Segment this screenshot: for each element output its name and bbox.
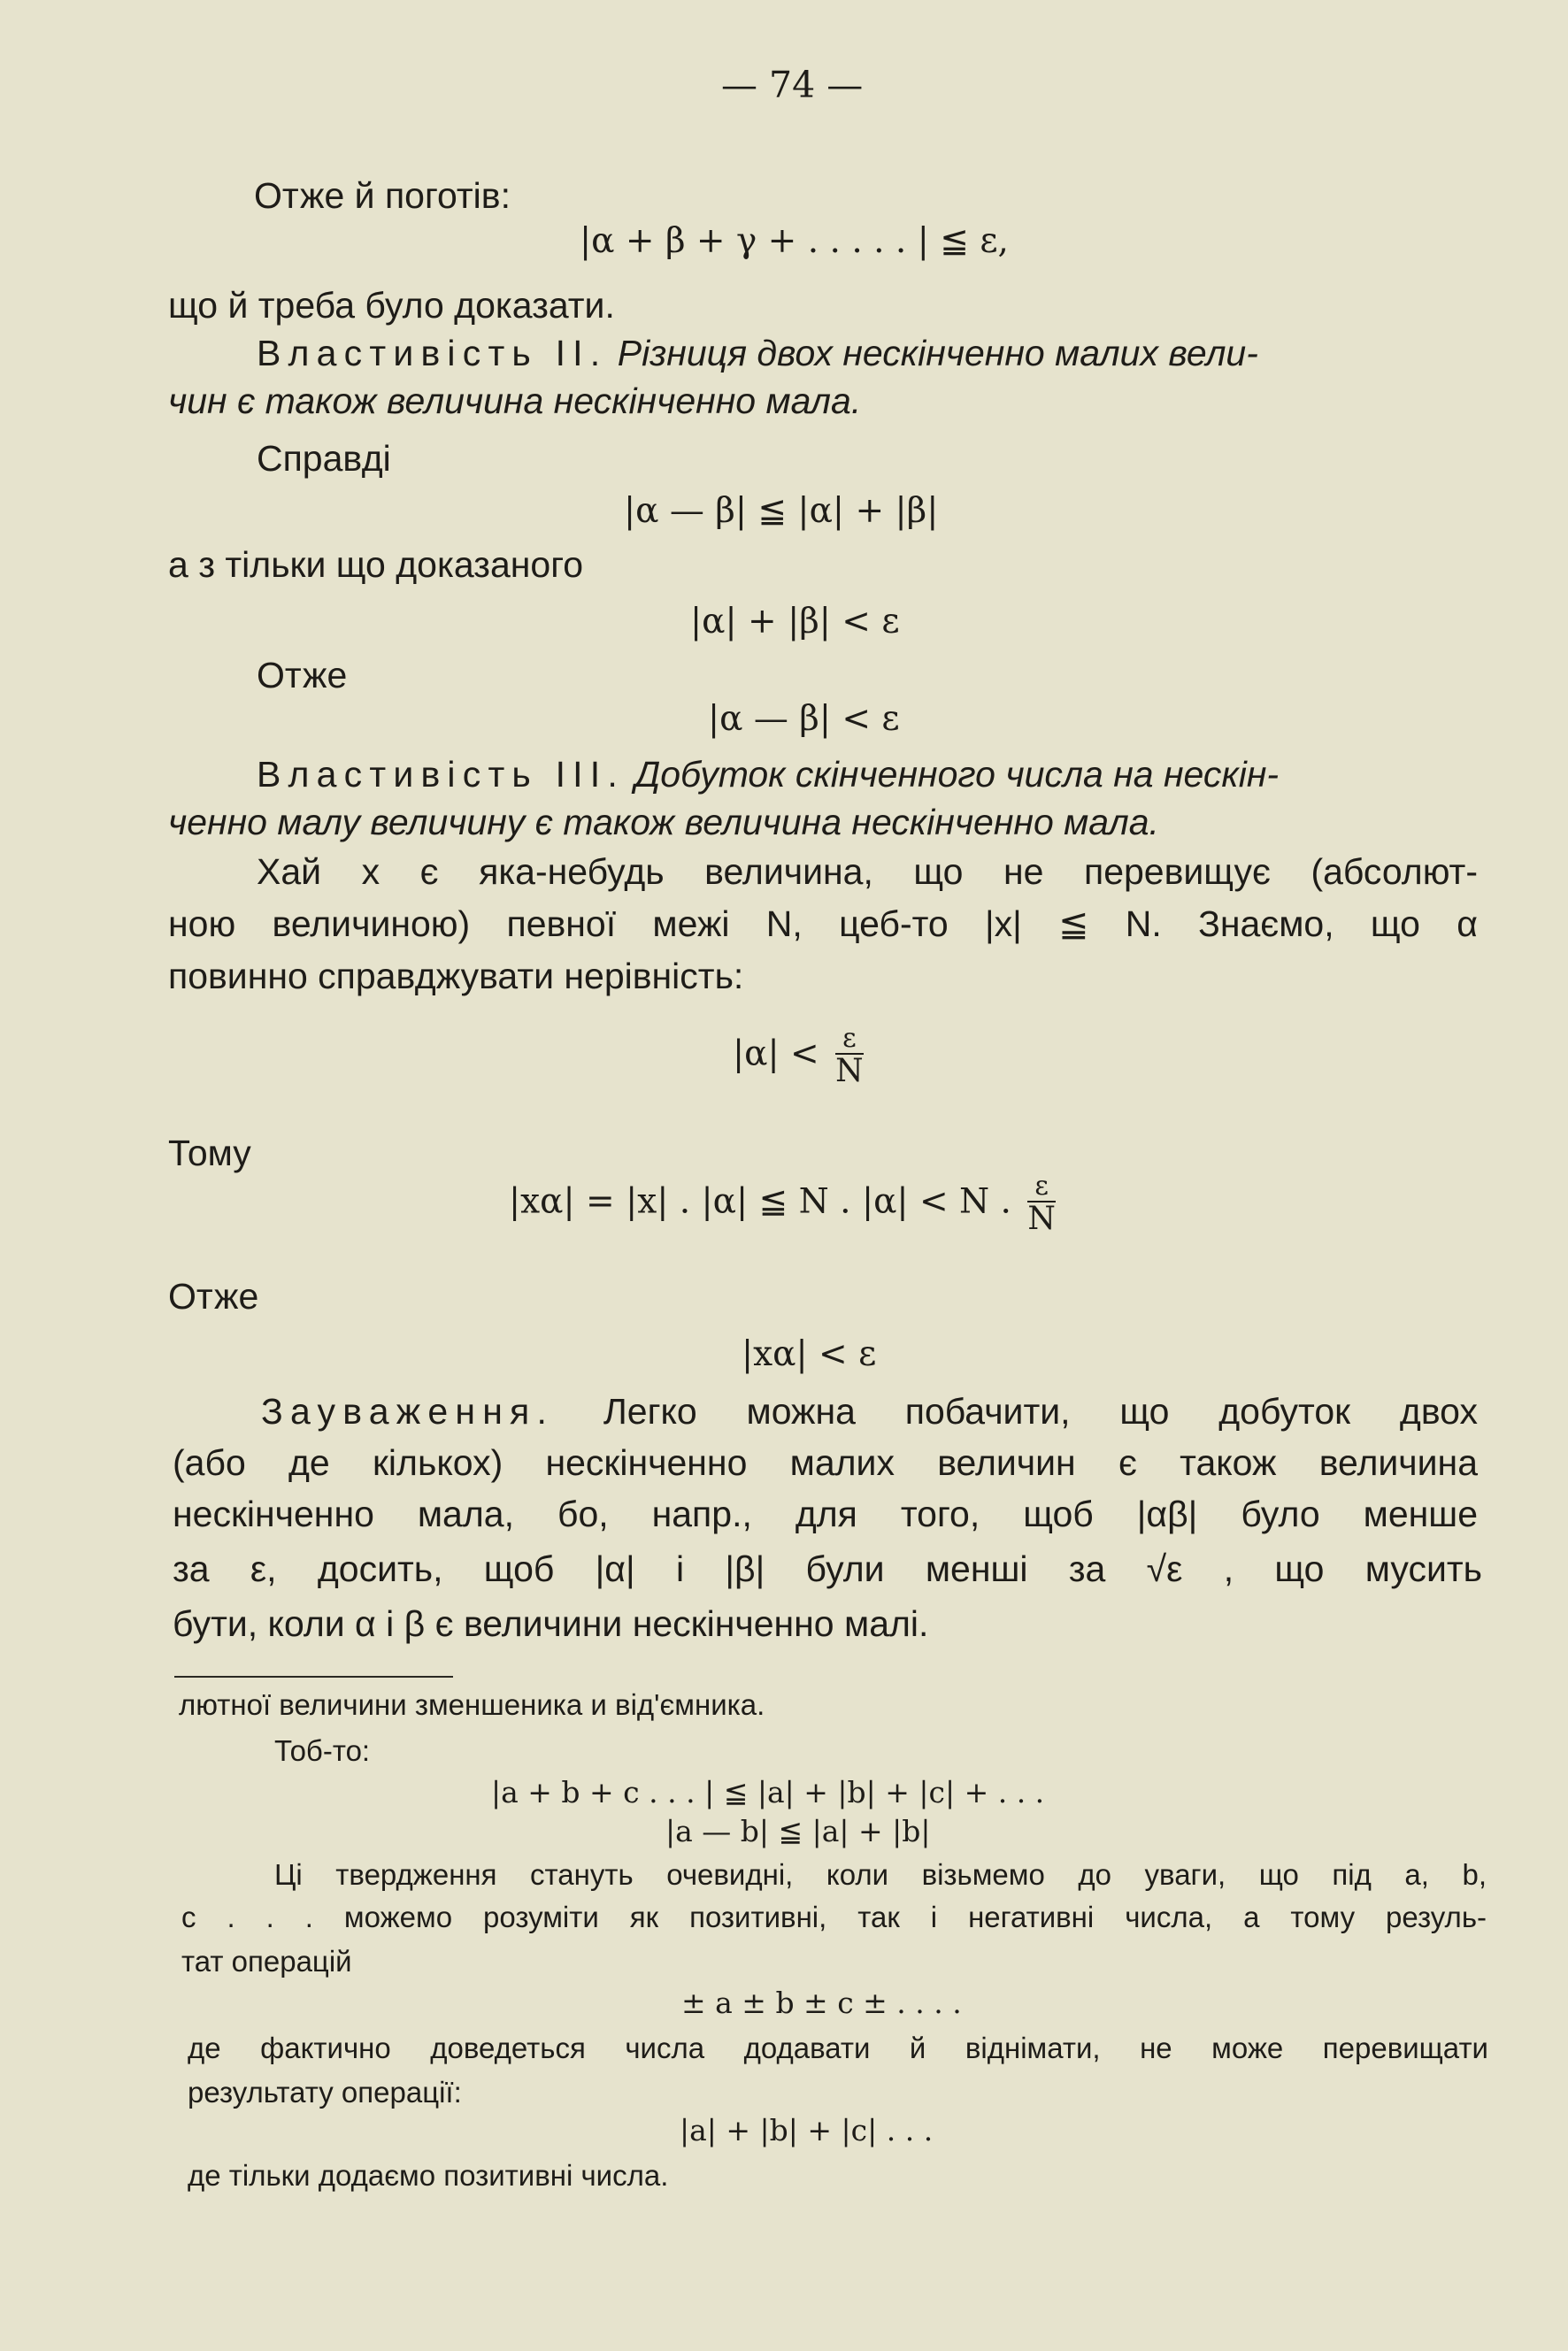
property-label: Властивість III. bbox=[257, 754, 625, 795]
formula: |α + β + γ + . . . . . | ≦ ε, bbox=[580, 221, 1009, 261]
footnote-formula: ± a ± b ± c ± . . . . bbox=[681, 1986, 962, 2020]
footnote-line: Тоб-то: bbox=[274, 1734, 371, 1767]
remark-line-1 bbox=[261, 1391, 1478, 1433]
page-number: — 74 — bbox=[721, 64, 864, 106]
text-line: а з тільки що доказаного bbox=[168, 544, 584, 585]
property-statement: ченно малу величину є також величина нескінченно мала. bbox=[168, 802, 1159, 842]
paragraph-line: ною величиною) певної межі N, цеб-то |x| ≦ N. Знаємо, що α bbox=[168, 903, 1478, 944]
property-three-line-2 bbox=[168, 802, 1159, 843]
footnote-line: лютної величини зменшеника и від'ємника. bbox=[179, 1688, 765, 1721]
remark-line: бути, коли α і β є величини нескінченно малі. bbox=[173, 1603, 929, 1644]
footnote-line: c . . . можемо розуміти як позитивні, так і негативні числа, а тому резуль- bbox=[181, 1901, 1487, 1933]
fraction-numerator: ε bbox=[835, 1025, 864, 1055]
footnote-line: тат операцій bbox=[181, 1945, 352, 1978]
footnote-formula: |a + b + c . . . | ≦ |a| + |b| + |c| + . . . bbox=[491, 1775, 1045, 1809]
property-label: Властивість II. bbox=[257, 333, 608, 373]
remark-label: Зауваження. bbox=[261, 1391, 555, 1432]
formula: |α| + |β| < ε bbox=[690, 602, 900, 642]
footnote-line: результату операції: bbox=[188, 2076, 462, 2109]
formula-fraction bbox=[509, 1172, 1056, 1235]
footnote-formula: |a| + |b| + |c| . . . bbox=[680, 2113, 934, 2147]
text-line: Отже й поготів: bbox=[254, 175, 511, 216]
text-line: Отже bbox=[257, 655, 348, 695]
fraction-numerator: ε bbox=[1027, 1172, 1056, 1202]
text-line: Тому bbox=[168, 1133, 251, 1173]
fraction bbox=[1027, 1172, 1056, 1235]
property-statement: Добуток скінченного числа на нескін- bbox=[634, 754, 1280, 795]
text-line: Справді bbox=[257, 438, 391, 479]
fraction bbox=[835, 1025, 864, 1087]
paragraph-line: повинно справджувати нерівність: bbox=[168, 956, 744, 996]
footnote-divider bbox=[174, 1676, 453, 1678]
remark-text: Легко можна побачити, що добуток двох bbox=[603, 1391, 1478, 1432]
property-two-line-1 bbox=[257, 333, 1258, 374]
formula: |α — β| < ε bbox=[708, 699, 900, 739]
remark-line: за ε, досить, щоб |α| і |β| були менші за √ε , що мусить bbox=[173, 1548, 1482, 1589]
property-three-line-1 bbox=[257, 754, 1279, 795]
formula-left: |xα| = |x| . |α| ≦ N . |α| < N . bbox=[509, 1181, 1011, 1222]
remark-line: нескінченно мала, бо, напр., для того, щоб |αβ| було менше bbox=[173, 1494, 1478, 1534]
paragraph-line: Хай x є яка-небудь величина, що не перевищує (абсолют- bbox=[257, 851, 1478, 892]
text-line: Отже bbox=[168, 1276, 259, 1317]
formula-left: |α| < bbox=[733, 1033, 819, 1074]
property-two-line-2 bbox=[168, 380, 861, 422]
footnote-line: де фактично доведеться числа додавати й віднімати, не може перевищати bbox=[188, 2032, 1488, 2064]
fraction-denominator: N bbox=[1027, 1200, 1056, 1237]
formula: |α — β| ≦ |α| + |β| bbox=[624, 491, 939, 531]
property-statement: чин є також величина нескінченно мала. bbox=[168, 380, 862, 421]
footnote-formula: |a — b| ≦ |a| + |b| bbox=[665, 1814, 931, 1848]
fraction-denominator: N bbox=[835, 1052, 864, 1089]
text-line: що й треба було доказати. bbox=[168, 285, 615, 326]
footnote-line: Ці твердження стануть очевидні, коли візьмемо до уваги, що під a, b, bbox=[274, 1858, 1487, 1891]
footnote-line: де тільки додаємо позитивні числа. bbox=[188, 2159, 669, 2192]
remark-line: (або де кількох) нескінченно малих величин є також величина bbox=[173, 1442, 1478, 1483]
formula: |xα| < ε bbox=[742, 1334, 877, 1374]
formula-fraction bbox=[733, 1025, 864, 1087]
property-statement: Різниця двох нескінченно малих вели- bbox=[617, 333, 1258, 373]
